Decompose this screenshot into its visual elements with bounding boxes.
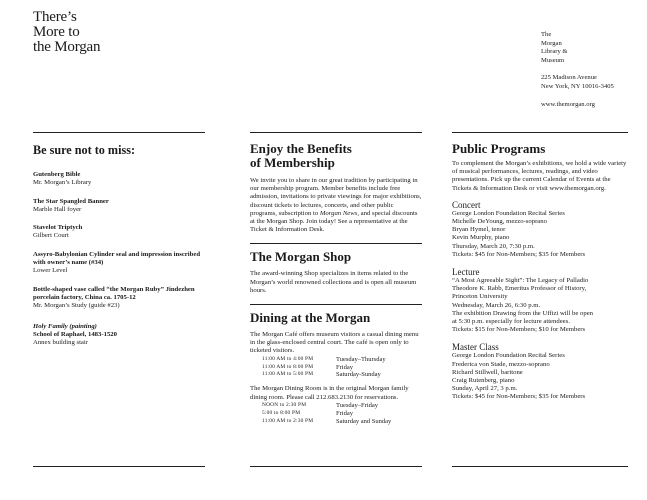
highlight-title: Assyro-Babylonian Cylinder seal and impression inscribed with owner’s name (#34) <box>33 250 201 267</box>
cafe-hours <box>262 356 422 380</box>
highlights-column <box>33 132 205 347</box>
detail-line: Wednesday, March 26, 6:30 p.m. <box>452 301 541 309</box>
hours-time: NOON to 2:30 PM <box>262 401 307 408</box>
membership-heading <box>250 142 422 170</box>
detail-line: Sunday, April 27, 3 p.m. <box>452 385 518 393</box>
address-line: The <box>541 31 552 38</box>
detail-line: Michelle DeYoung, mezzo-soprano <box>452 218 547 226</box>
detail-line: at 5:30 p.m. especially for lecture attendees. <box>452 318 570 326</box>
detail-line: Theodore K. Rabb, Emeritus Professor of History, <box>452 285 587 293</box>
hours-time: 11:00 AM to 2:30 PM <box>262 417 314 424</box>
detail-line: Richard Stillwell, baritone <box>452 368 523 376</box>
detail-line: “A Most Agreeable Sight”: The Legacy of Palladio <box>452 277 589 285</box>
bottom-divider <box>452 466 628 467</box>
highlight-item <box>33 224 205 241</box>
highlight-location: Mr. Morgan’s Library <box>33 179 92 187</box>
divider <box>250 132 422 133</box>
highlight-title: Stavelot Triptych <box>33 224 83 232</box>
highlight-title: School of Raphael, 1483-1520 <box>33 330 117 338</box>
highlight-location: Mr. Morgan’s Study (guide #23) <box>33 302 120 310</box>
divider <box>250 243 422 244</box>
address-line: Morgan <box>541 39 562 47</box>
hours-time: 5:00 to 8:00 PM <box>262 409 301 416</box>
concert-details <box>452 210 628 259</box>
detail-line: Kevin Murphy, piano <box>452 234 510 242</box>
detail-line: George London Foundation Recital Series <box>452 352 565 360</box>
membership-text-italic: Morgan News <box>319 209 358 217</box>
highlight-location: Gilbert Court <box>33 232 69 240</box>
museum-address <box>541 31 641 109</box>
title-line: More to <box>33 24 80 40</box>
highlight-title: The Star Spangled Banner <box>33 197 109 205</box>
title-line: There’s <box>33 9 77 25</box>
brochure-title <box>33 10 100 55</box>
address-street: 225 Madison Avenue <box>541 74 597 82</box>
hours-days: Friday <box>336 363 353 371</box>
detail-line: Princeton University <box>452 293 508 301</box>
hours-days: Tuesday–Friday <box>336 401 379 409</box>
highlight-item <box>33 323 205 348</box>
membership-text-part: We invite you to share in our great tradition by participating in our membership program. Member benefits include free admission, invitations to private viewings for major exhibitions, discount tickets to lectures, concerts, and other public programs, subscription to <box>250 177 422 217</box>
highlight-title: Bottle-shaped vase called “the Morgan Ruby” Jindezhen porcelain factory, China ca. 1705-12 <box>33 285 195 301</box>
concert-heading: Concert <box>452 199 481 210</box>
shop-text: The award-winning Shop specializes in items related to the Morgan’s world renowned collections and is open all museum hours. <box>250 270 417 294</box>
lecture-details <box>452 277 628 334</box>
highlights-heading: Be sure not to miss: <box>33 143 136 157</box>
programs-column <box>452 132 628 402</box>
hours-days: Friday <box>336 409 353 417</box>
dining-room-text: The Morgan Dining Room is in the original Morgan family dining room. Please call 212.683.2130 for reservations. <box>250 385 409 401</box>
detail-line: Bryan Hymel, tenor <box>452 226 506 234</box>
address-line: Museum <box>541 56 565 64</box>
hours-days: Saturday and Sunday <box>336 417 392 425</box>
dining-heading: Dining at the Morgan <box>250 310 371 326</box>
address-line: Library & <box>541 48 568 56</box>
detail-line: Thursday, March 20, 7:30 p.m. <box>452 242 535 250</box>
hours-time: 11:00 AM to 5:00 PM <box>262 371 314 378</box>
hours-days: Tuesday–Thursday <box>336 355 386 363</box>
highlight-title: Gutenberg Bible <box>33 171 81 178</box>
membership-text-part: , and special discounts at the Morgan Shop. Join today! See a representative at the Ticket & Information Desk. <box>250 209 418 234</box>
membership-column <box>250 132 422 425</box>
hours-time: 11:00 AM to 8:00 PM <box>262 363 314 370</box>
lecture-heading: Lecture <box>452 267 480 278</box>
hours-days: Saturday-Sunday <box>336 371 381 379</box>
membership-heading-line: of Membership <box>250 155 335 170</box>
shop-heading: The Morgan Shop <box>250 249 352 265</box>
highlight-location: Annex building stair <box>33 339 88 347</box>
highlight-item <box>33 171 205 188</box>
dining-hours <box>262 402 422 426</box>
hours-time: 11:00 AM to 4:00 PM <box>262 355 314 362</box>
detail-line: Craig Rutenberg, piano <box>452 377 515 385</box>
membership-text <box>250 177 422 234</box>
highlight-item <box>33 198 205 215</box>
website-link[interactable]: www.themorgan.org <box>541 100 595 108</box>
detail-line: George London Foundation Recital Series <box>452 209 565 217</box>
detail-line: Tickets: $45 for Non-Members; $35 for Members <box>452 393 586 401</box>
master-class-details <box>452 352 628 401</box>
detail-line: Tickets: $15 for Non-Members; $10 for Members <box>452 326 586 334</box>
highlight-item <box>33 251 205 276</box>
title-line: the Morgan <box>33 39 101 55</box>
highlight-location: Lower Level <box>33 267 68 275</box>
detail-line: Tickets: $45 for Non-Members; $35 for Members <box>452 250 586 258</box>
programs-heading: Public Programs <box>452 141 546 156</box>
membership-heading-line: Enjoy the Benefits <box>250 141 352 156</box>
programs-intro: To complement the Morgan’s exhibitions, we hold a wide variety of musical performances, lectures, readings, and video presentations. Pick up the current Calendar of Events at the Tickets & Information Desk or visit www.themorgan.org. <box>452 160 627 192</box>
highlight-item <box>33 286 205 311</box>
master-class-heading: Master Class <box>452 342 499 353</box>
cafe-text: The Morgan Café offers museum visitors a casual dining menu in the glass-enclosed central court. The café is open only to ticketed visitors. <box>250 331 419 355</box>
divider <box>33 132 205 133</box>
detail-line: Frederica von Stade, mezzo-soprano <box>452 360 550 368</box>
divider <box>452 132 628 133</box>
bottom-divider <box>33 466 205 467</box>
address-city: New York, NY 10016-3405 <box>541 82 614 90</box>
highlight-location: Marble Hall foyer <box>33 205 82 213</box>
bottom-divider <box>250 466 422 467</box>
divider <box>250 304 422 305</box>
highlight-title: Holy Family (painting) <box>33 322 97 330</box>
detail-line: The exhibition Drawing from the Uffizi will be open <box>452 309 594 317</box>
